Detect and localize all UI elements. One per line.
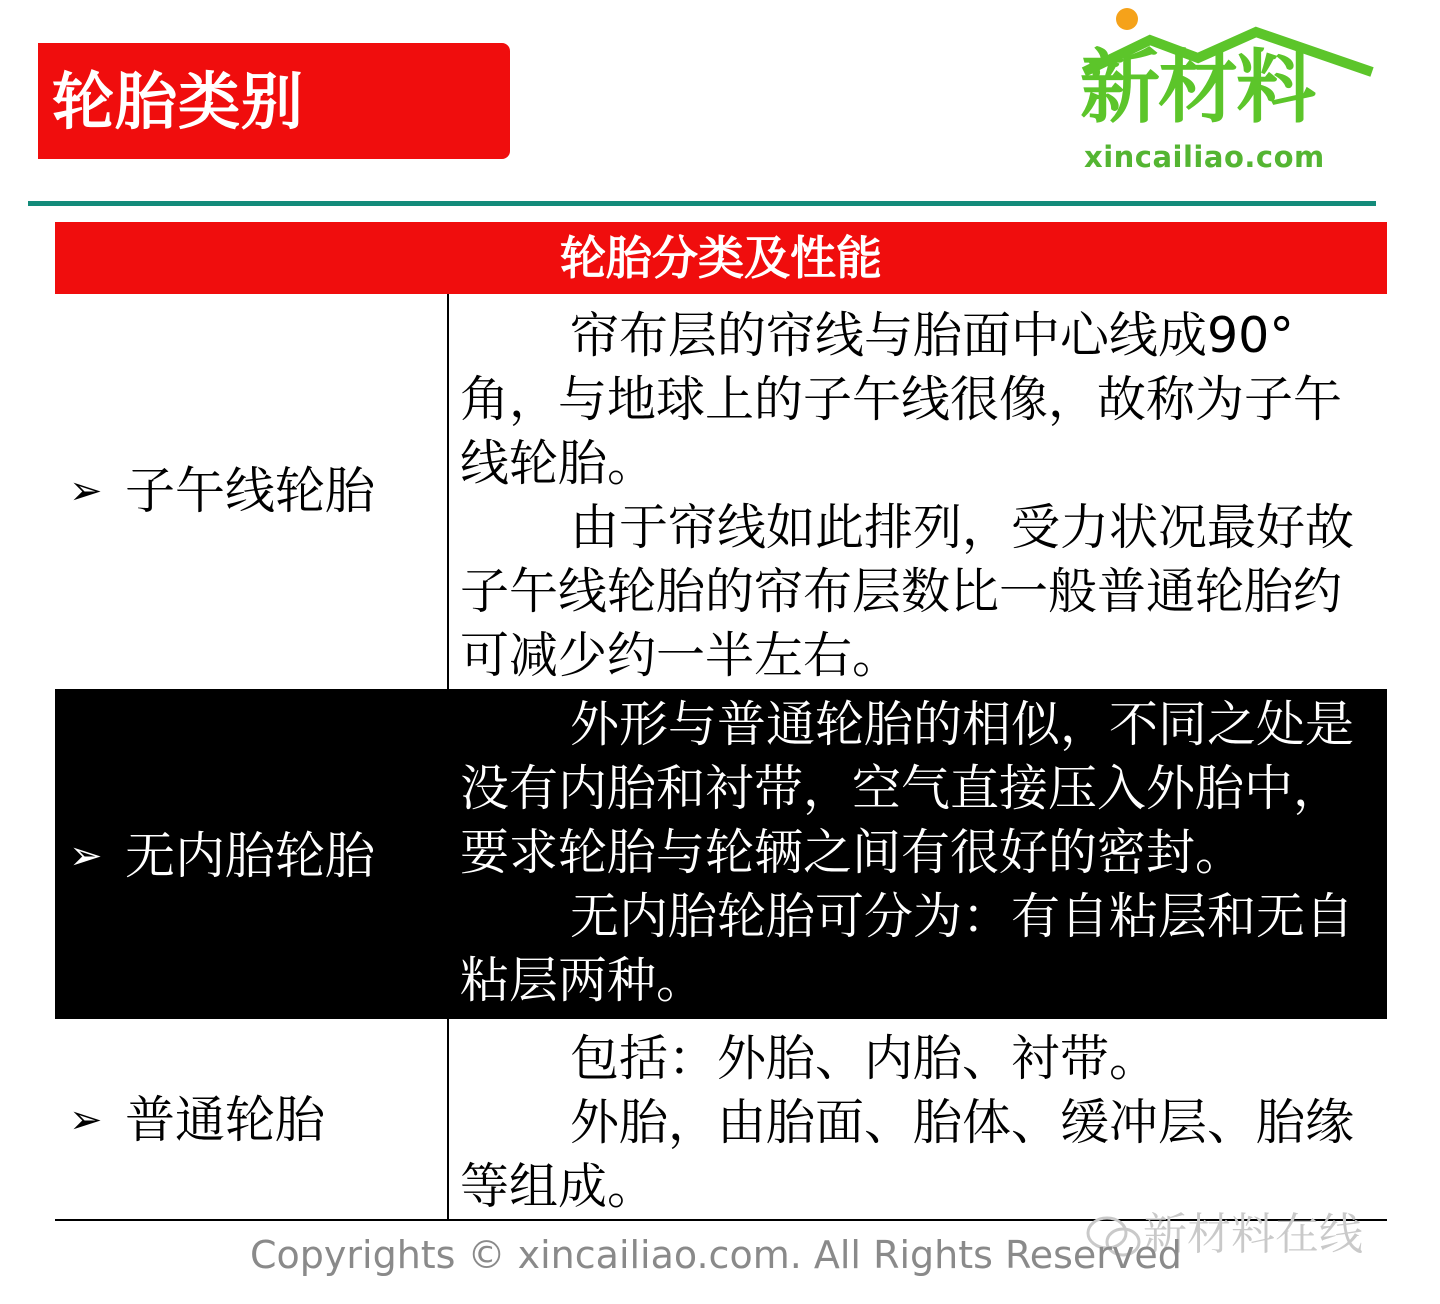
logo-wordmark: 新材料 xyxy=(1080,41,1314,134)
tire-table xyxy=(55,222,1387,1221)
description-paragraph: 无内胎轮胎可分为：有自粘层和无自粘层两种。 xyxy=(460,888,1355,1009)
table-header: 轮胎分类及性能 xyxy=(55,222,1387,294)
row-label-cell xyxy=(55,1019,449,1219)
description-paragraph: 由于帘线如此排列，受力状况最好故子午线轮胎的帘布层数比一般普通轮胎约可减少约一半左右。 xyxy=(460,499,1355,684)
page-title: 轮胎类别 xyxy=(52,65,305,138)
arrow-bullet-icon: ➢ xyxy=(69,467,103,514)
row-label-text: 子午线轮胎 xyxy=(125,462,375,520)
row-label-cell xyxy=(55,294,449,689)
logo xyxy=(1080,0,1380,180)
arrow-bullet-icon: ➢ xyxy=(69,1096,103,1143)
arrow-bullet-icon: ➢ xyxy=(69,832,103,879)
row-label xyxy=(69,1091,325,1149)
title-banner xyxy=(38,43,510,159)
description-paragraph: 包括：外胎、内胎、衬带。 xyxy=(570,1030,1159,1087)
description-paragraph: 外胎，由胎面、胎体、缓冲层、胎缘等组成。 xyxy=(460,1094,1355,1215)
description-paragraph: 外形与普通轮胎的相似，不同之处是没有内胎和衬带，空气直接压入外胎中，要求轮胎与轮辆之间有很好的密封。 xyxy=(460,696,1355,881)
description-paragraph: 帘布层的帘线与胎面中心线成90°角，与地球上的子午线很像，故称为子午线轮胎。 xyxy=(460,307,1343,492)
header-divider xyxy=(28,201,1376,206)
table-row xyxy=(55,689,1387,1019)
row-label xyxy=(69,462,375,520)
row-label xyxy=(69,827,375,885)
row-label-cell xyxy=(55,689,449,1019)
row-label-text: 普通轮胎 xyxy=(125,1091,325,1149)
row-description-cell xyxy=(460,1019,1387,1219)
logo-domain: xincailiao.com xyxy=(1084,140,1325,174)
table-row xyxy=(55,1019,1387,1221)
row-description-cell xyxy=(460,294,1387,689)
sun-icon xyxy=(1116,8,1138,30)
row-description-cell xyxy=(460,689,1387,1019)
row-label-text: 无内胎轮胎 xyxy=(125,827,375,885)
copyright-footer: Copyrights © xincailiao.com. All Rights Reserved xyxy=(250,1233,1182,1277)
wechat-watermark-text: 新材料在线 xyxy=(1143,1209,1363,1260)
table-row xyxy=(55,294,1387,689)
